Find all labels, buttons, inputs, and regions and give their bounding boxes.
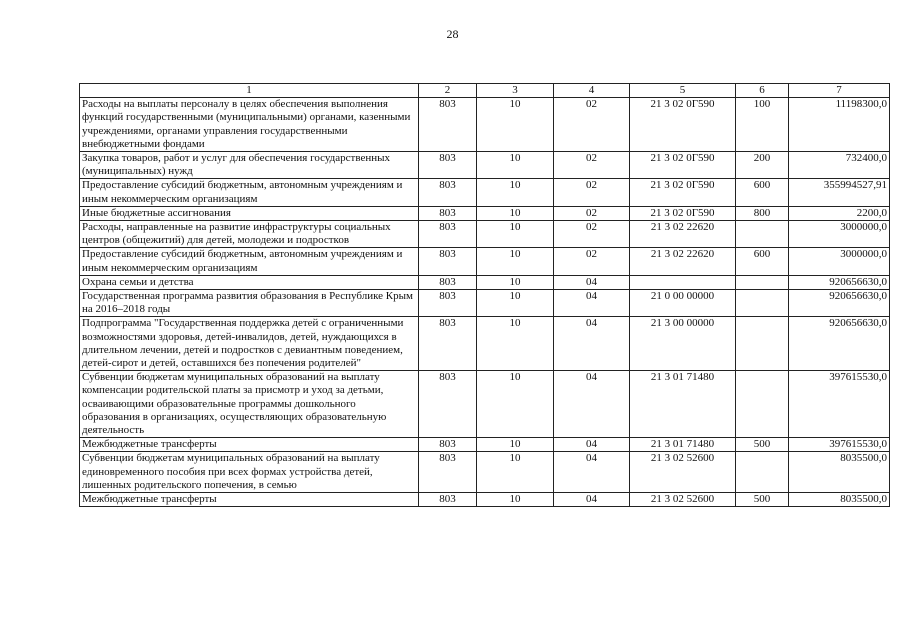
table-header-row	[80, 84, 890, 98]
cell-amount: 8035500,0	[789, 493, 890, 507]
cell-section: 10	[477, 179, 554, 206]
cell-amount: 355994527,91	[789, 179, 890, 206]
cell-expense-type: 500	[736, 438, 789, 452]
cell-ministry-code: 803	[419, 290, 477, 317]
cell-section: 10	[477, 275, 554, 289]
cell-target-article: 21 3 02 22620	[630, 221, 736, 248]
cell-name: Расходы на выплаты персоналу в целях обеспечения выполнения функций государственными (муниципальными) органами, казенными учреждениями, органами управления государственными внебюджетными фондами	[80, 98, 419, 152]
cell-amount: 920656630,0	[789, 317, 890, 371]
cell-expense-type: 600	[736, 248, 789, 275]
cell-ministry-code: 803	[419, 179, 477, 206]
cell-subsection: 02	[554, 248, 630, 275]
cell-ministry-code: 803	[419, 248, 477, 275]
cell-expense-type	[736, 275, 789, 289]
cell-subsection: 02	[554, 206, 630, 220]
cell-target-article: 21 3 01 71480	[630, 371, 736, 438]
cell-section: 10	[477, 152, 554, 179]
cell-ministry-code: 803	[419, 275, 477, 289]
cell-subsection: 04	[554, 317, 630, 371]
cell-subsection: 02	[554, 221, 630, 248]
table-body	[80, 98, 890, 507]
table-row	[80, 317, 890, 371]
cell-section: 10	[477, 290, 554, 317]
cell-section: 10	[477, 248, 554, 275]
cell-ministry-code: 803	[419, 493, 477, 507]
cell-target-article: 21 3 02 0Г590	[630, 179, 736, 206]
cell-name: Закупка товаров, работ и услуг для обеспечения государственных (муниципальных) нужд	[80, 152, 419, 179]
cell-name: Охрана семьи и детства	[80, 275, 419, 289]
cell-ministry-code: 803	[419, 152, 477, 179]
cell-amount: 920656630,0	[789, 290, 890, 317]
cell-subsection: 02	[554, 179, 630, 206]
cell-ministry-code: 803	[419, 371, 477, 438]
cell-expense-type: 500	[736, 493, 789, 507]
cell-target-article: 21 3 01 71480	[630, 438, 736, 452]
cell-expense-type: 200	[736, 152, 789, 179]
cell-target-article: 21 3 02 52600	[630, 493, 736, 507]
column-header-6: 6	[736, 84, 789, 98]
cell-expense-type: 100	[736, 98, 789, 152]
cell-amount: 732400,0	[789, 152, 890, 179]
cell-section: 10	[477, 438, 554, 452]
cell-section: 10	[477, 452, 554, 493]
cell-expense-type	[736, 371, 789, 438]
cell-amount: 3000000,0	[789, 248, 890, 275]
cell-name: Государственная программа развития образования в Республике Крым на 2016–2018 годы	[80, 290, 419, 317]
cell-subsection: 04	[554, 452, 630, 493]
cell-amount: 11198300,0	[789, 98, 890, 152]
cell-expense-type	[736, 317, 789, 371]
cell-ministry-code: 803	[419, 221, 477, 248]
table-row	[80, 452, 890, 493]
table-row	[80, 206, 890, 220]
cell-subsection: 04	[554, 275, 630, 289]
cell-amount: 920656630,0	[789, 275, 890, 289]
cell-section: 10	[477, 221, 554, 248]
cell-name: Подпрограмма "Государственная поддержка детей с ограниченными возможностями здоровья, детей-инвалидов, детей, нуждающихся в длительном лечении, детей и подростков с девиантным поведением, детей-сирот и детей, оставшихся без попечения родителей"	[80, 317, 419, 371]
cell-name: Межбюджетные трансферты	[80, 438, 419, 452]
table-row	[80, 179, 890, 206]
cell-amount: 3000000,0	[789, 221, 890, 248]
column-header-3: 3	[477, 84, 554, 98]
cell-subsection: 02	[554, 98, 630, 152]
cell-amount: 2200,0	[789, 206, 890, 220]
table-row	[80, 371, 890, 438]
column-header-2: 2	[419, 84, 477, 98]
table-row	[80, 438, 890, 452]
cell-subsection: 04	[554, 290, 630, 317]
column-header-4: 4	[554, 84, 630, 98]
cell-ministry-code: 803	[419, 438, 477, 452]
cell-name: Предоставление субсидий бюджетным, автономным учреждениям и иным некоммерческим организациям	[80, 179, 419, 206]
cell-name: Субвенции бюджетам муниципальных образований на выплату единовременного пособия при всех формах устройства детей, лишенных родительского попечения, в семью	[80, 452, 419, 493]
table-row	[80, 152, 890, 179]
table-row	[80, 290, 890, 317]
cell-target-article	[630, 275, 736, 289]
column-header-5: 5	[630, 84, 736, 98]
table-row	[80, 98, 890, 152]
cell-amount: 397615530,0	[789, 371, 890, 438]
cell-subsection: 04	[554, 438, 630, 452]
cell-target-article: 21 3 02 0Г590	[630, 152, 736, 179]
cell-subsection: 04	[554, 493, 630, 507]
column-header-7: 7	[789, 84, 890, 98]
table-row	[80, 221, 890, 248]
cell-ministry-code: 803	[419, 206, 477, 220]
cell-target-article: 21 3 02 22620	[630, 248, 736, 275]
cell-expense-type	[736, 221, 789, 248]
cell-name: Предоставление субсидий бюджетным, автономным учреждениям и иным некоммерческим организациям	[80, 248, 419, 275]
cell-amount: 8035500,0	[789, 452, 890, 493]
cell-subsection: 04	[554, 371, 630, 438]
cell-name: Субвенции бюджетам муниципальных образований на выплату компенсации родительской платы за присмотр и уход за детьми, осваивающими образовательные программы дошкольного образования в организациях, осуществляющих образовательную деятельность	[80, 371, 419, 438]
cell-expense-type: 600	[736, 179, 789, 206]
cell-section: 10	[477, 371, 554, 438]
cell-expense-type	[736, 290, 789, 317]
cell-expense-type	[736, 452, 789, 493]
cell-name: Расходы, направленные на развитие инфраструктуры социальных центров (общежитий) для детей, молодежи и подростков	[80, 221, 419, 248]
cell-ministry-code: 803	[419, 452, 477, 493]
cell-target-article: 21 3 02 0Г590	[630, 98, 736, 152]
cell-target-article: 21 3 00 00000	[630, 317, 736, 371]
cell-name: Иные бюджетные ассигнования	[80, 206, 419, 220]
column-header-1: 1	[80, 84, 419, 98]
cell-target-article: 21 0 00 00000	[630, 290, 736, 317]
cell-section: 10	[477, 317, 554, 371]
cell-expense-type: 800	[736, 206, 789, 220]
cell-section: 10	[477, 206, 554, 220]
cell-subsection: 02	[554, 152, 630, 179]
cell-amount: 397615530,0	[789, 438, 890, 452]
cell-name: Межбюджетные трансферты	[80, 493, 419, 507]
cell-ministry-code: 803	[419, 317, 477, 371]
cell-section: 10	[477, 98, 554, 152]
cell-target-article: 21 3 02 52600	[630, 452, 736, 493]
cell-target-article: 21 3 02 0Г590	[630, 206, 736, 220]
budget-table	[79, 83, 890, 507]
table-row	[80, 275, 890, 289]
cell-section: 10	[477, 493, 554, 507]
page-number: 28	[446, 27, 459, 41]
table-row	[80, 248, 890, 275]
cell-ministry-code: 803	[419, 98, 477, 152]
table-row	[80, 493, 890, 507]
